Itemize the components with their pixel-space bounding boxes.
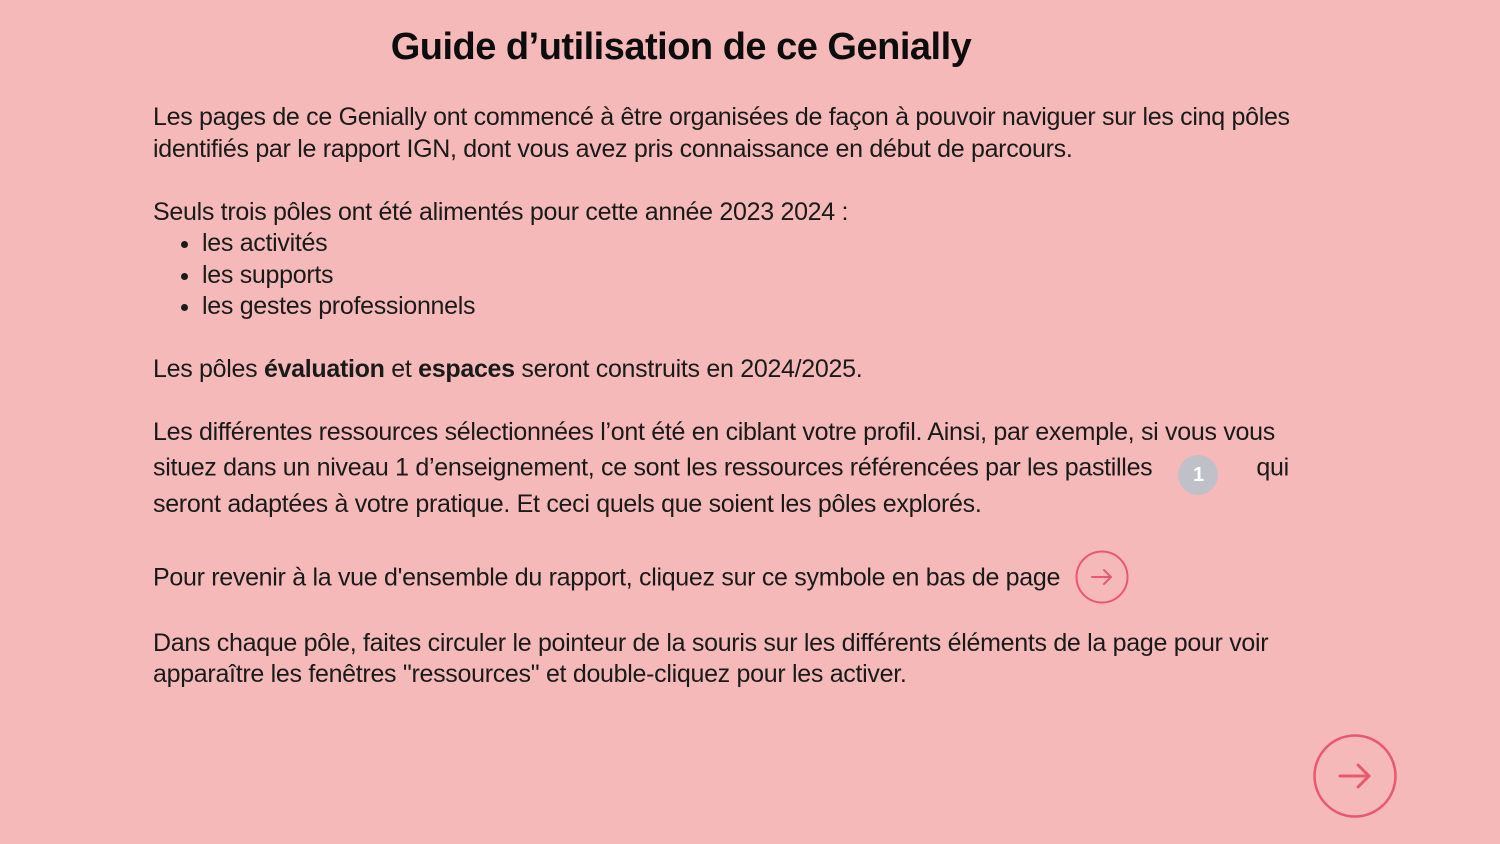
poles-paragraph [153, 197, 1353, 323]
resources-line-1: Les différentes ressources sélectionnées l’ont été en ciblant votre profil. Ainsi, par exemple, si vous vous [153, 418, 1275, 446]
list-item: • les activités [202, 228, 1353, 260]
future-text-before: Les pôles [153, 355, 264, 383]
return-text: Pour revenir à la vue d'ensemble du rapport, cliquez sur ce symbole en bas de page [153, 563, 1061, 592]
level-1-badge: 1 [1178, 455, 1218, 495]
resources-line-2-text: situez dans un niveau 1 d’enseignement, ce sont les ressources référencées par les pastilles [153, 453, 1153, 482]
poles-list [153, 228, 1353, 323]
poles-lead: Seuls trois pôles ont été alimentés pour cette année 2023 2024 : [153, 197, 849, 226]
future-text-middle: et [384, 355, 419, 383]
list-item: • les supports [202, 260, 1353, 292]
hover-paragraph [153, 628, 1353, 691]
future-text-after: seront construits en 2024/2025. [514, 355, 863, 383]
intro-paragraph [153, 102, 1353, 165]
arrow-right-circle-icon [1313, 734, 1397, 818]
arrow-right-circle-icon [1075, 550, 1129, 604]
return-paragraph [153, 552, 1353, 606]
evaluation-label: évaluation [263, 355, 385, 383]
next-page-button[interactable] [1313, 734, 1397, 818]
future-poles-paragraph [153, 354, 1353, 386]
resources-line-2 [153, 449, 1353, 489]
espaces-label: espaces [418, 355, 515, 383]
resources-line-2-end: qui [1256, 453, 1289, 482]
hover-line-2: apparaître les fenêtres "ressources" et double-cliquez pour les activer. [153, 660, 907, 688]
resources-line-3: seront adaptées à votre pratique. Et ceci quels que soient les pôles explorés. [153, 489, 982, 518]
guide-content [153, 102, 1353, 722]
page-title: Guide d’utilisation de ce Genially [390, 26, 972, 68]
hover-line-1: Dans chaque pôle, faites circuler le pointeur de la souris sur les différents éléments de la page pour voir [153, 628, 1269, 657]
resources-paragraph [153, 417, 1353, 520]
intro-line-2: identifiés par le rapport IGN, dont vous avez pris connaissance en début de parcours. [153, 134, 1073, 163]
list-item: • les gestes professionnels [202, 291, 1353, 323]
intro-line-1: Les pages de ce Genially ont commencé à être organisées de façon à pouvoir naviguer sur les cinq pôles [153, 103, 1290, 131]
